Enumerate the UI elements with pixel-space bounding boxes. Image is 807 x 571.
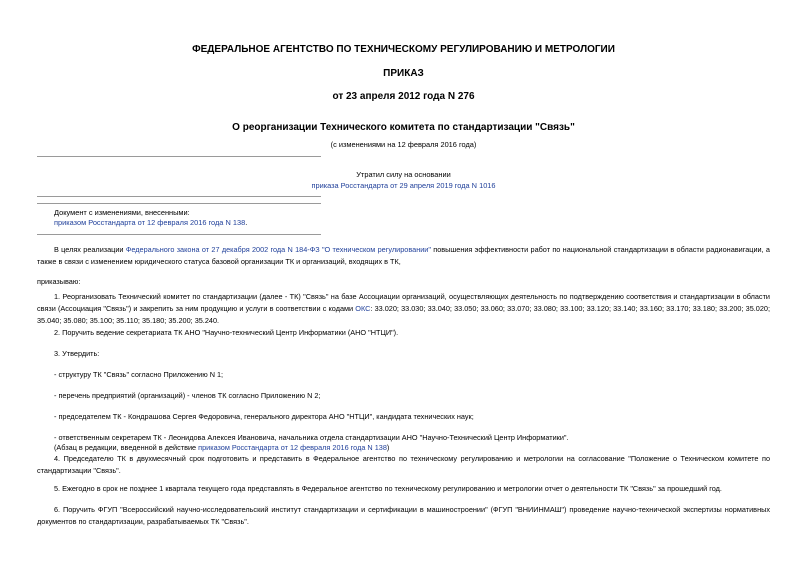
divider	[37, 196, 321, 197]
oks-link[interactable]: ОКС	[355, 304, 371, 313]
preamble-paragraph	[37, 244, 770, 268]
amendment-note-link[interactable]: приказом Росстандарта от 12 февраля 2016 года N 138	[198, 443, 387, 452]
status-label: Утратил силу на основании	[356, 170, 451, 179]
amendments-line	[54, 217, 554, 228]
note-suffix: )	[386, 443, 390, 452]
item-1	[37, 291, 770, 327]
item-1-codes: : 33.020; 33.030; 33.040; 33.050; 33.060; 33.070; 33.080; 33.100; 33.120; 33.140; 33.160; 33.170; 33.180; 33.200; 35.020; 35.040; 35.080; 35.100; 35.110; 35.180; 35.200; 35.240.	[37, 304, 770, 325]
repeal-order-link[interactable]: приказа Росстандарта от 29 апреля 2019 года N 1016	[311, 181, 496, 190]
changes-note: (с изменениями на 12 февраля 2016 года)	[330, 140, 477, 149]
item-3a: - структуру ТК "Связь" согласно Приложению N 1;	[54, 370, 224, 379]
divider	[37, 203, 321, 204]
item-3c: - председателем ТК - Кондрашова Сергея Федоровича, генерального директора АНО "НТЦИ", кандидата технических наук;	[54, 412, 474, 421]
divider	[37, 234, 321, 235]
divider	[37, 156, 321, 157]
preamble-suffix: повышения эффективности работ по национальной стандартизации в области радионавигации, а также в связи с изменением юридического статуса базовой организации ТК и организаций, входящих в ТК,	[37, 245, 770, 266]
item-2: 2. Поручить ведение секретариата ТК АНО "Научно-технический Центр Информатики (АНО "НТЦИ").	[54, 328, 399, 337]
item-3b: - перечень предприятий (организаций) - членов ТК согласно Приложению N 2;	[54, 391, 321, 400]
amendments-period: .	[245, 218, 248, 227]
preamble-prefix: В целях реализации	[54, 245, 126, 254]
item-1-prefix: 1. Реорганизовать Технический комитет по стандартизации (далее - ТК) "Связь" на базе Ассоциации организаций, осуществляющих деятельность по подтверждению соответствия и стандартизации в области связи (Ассоциация "Связь") и закрепить за ним продукцию и услуги в соответствии с кодами	[37, 292, 770, 313]
item-3d: - ответственным секретарем ТК - Леонидова Алексея Ивановича, начальника отдела стандартизации АНО "Научно-Технический Центр Информатики".	[54, 433, 569, 442]
amendments-label: Документ с изменениями, внесенными:	[54, 208, 190, 217]
agency-name: ФЕДЕРАЛЬНОЕ АГЕНТСТВО ПО ТЕХНИЧЕСКОМУ РЕГУЛИРОВАНИЮ И МЕТРОЛОГИИ	[192, 44, 615, 55]
item-3: 3. Утвердить:	[54, 349, 100, 358]
federal-law-link[interactable]: Федерального закона от 27 декабря 2002 года N 184-ФЗ "О техническом регулировании"	[125, 245, 431, 254]
note-prefix: (Абзац в редакции, введенной в действие	[54, 443, 199, 452]
item-6: 6. Поручить ФГУП "Всероссийский научно-исследовательский институт стандартизации и сертификации в машиностроении" (ФГУП "ВНИИНМАШ") проведение научно-технической экспертизы нормативных документов по стандартизации, разрабатываемых ТК "Связь".	[37, 505, 770, 526]
item-5: 5. Ежегодно в срок не позднее 1 квартала текущего года представлять в Федеральное агентство по техническому регулированию и метрологии отчет о деятельности ТК "Связь" за прошедший год.	[54, 484, 722, 493]
item-4: 4. Председателю ТК в двухмесячный срок подготовить и представить в Федеральное агентство по техническому регулированию и метрологии на согласование "Положение о Техническом комитете по стандартизации "Связь".	[37, 454, 770, 475]
document-type: ПРИКАЗ	[383, 68, 424, 79]
document-date-number: от 23 апреля 2012 года N 276	[332, 91, 475, 102]
order-word: приказываю:	[37, 277, 81, 286]
amendment-order-link[interactable]: приказом Росстандарта от 12 февраля 2016 года N 138	[54, 218, 246, 227]
document-title: О реорганизации Технического комитета по стандартизации "Связь"	[232, 122, 575, 133]
